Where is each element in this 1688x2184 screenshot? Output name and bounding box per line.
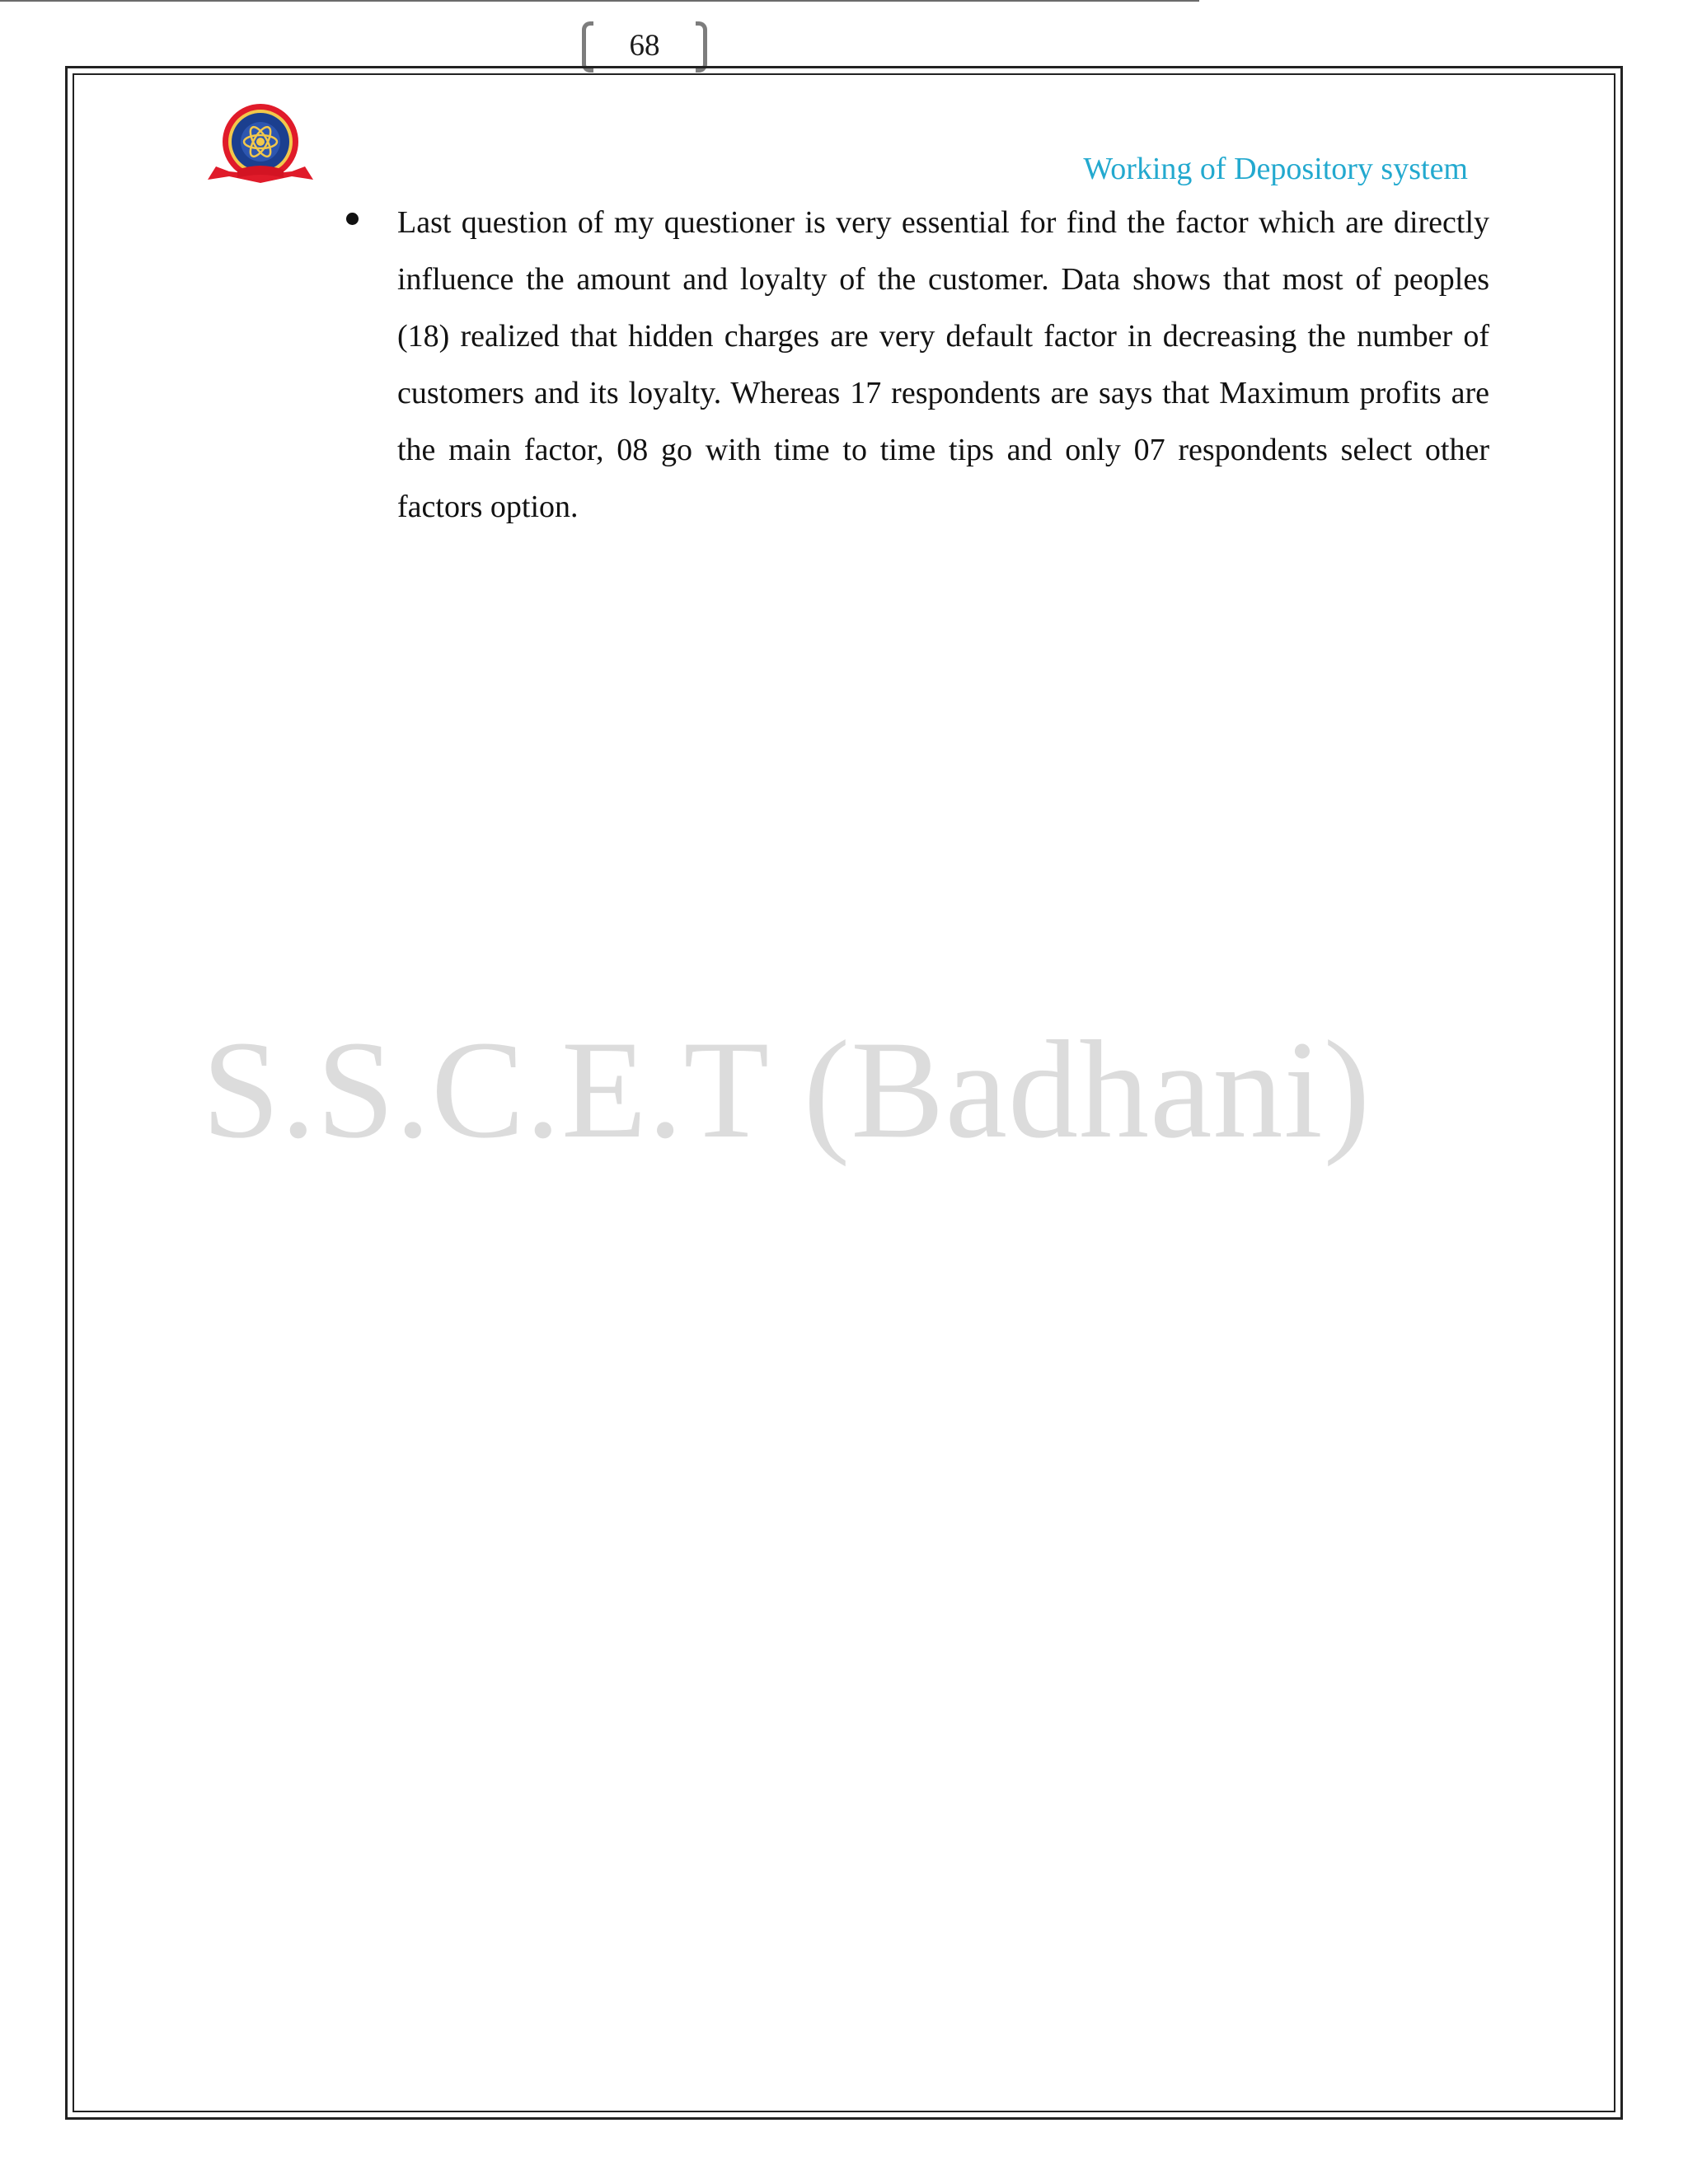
bullet-icon — [346, 213, 359, 225]
header-title: Working of Depository system — [1083, 152, 1468, 186]
right-bracket-icon — [696, 21, 707, 73]
watermark: S.S.C.E.T (Badhani) — [202, 1012, 1372, 1167]
bullet-paragraph: Last question of my questioner is very essential for find the factor which are directly influence the amount and loyalty of the customer. Data shows that most of peoples (18) realized that hidden charges are very default factor in decreasing the number of customers and its loyalty. Whereas 17 respondents are says that Maximum profits are the main factor, 08 go with time to time tips and only 07 respondents select other factors option. — [397, 205, 1489, 524]
university-emblem-icon — [204, 101, 316, 188]
top-rule — [0, 0, 1199, 2]
bullet-list — [346, 194, 1489, 536]
page-number: 68 — [629, 29, 660, 63]
